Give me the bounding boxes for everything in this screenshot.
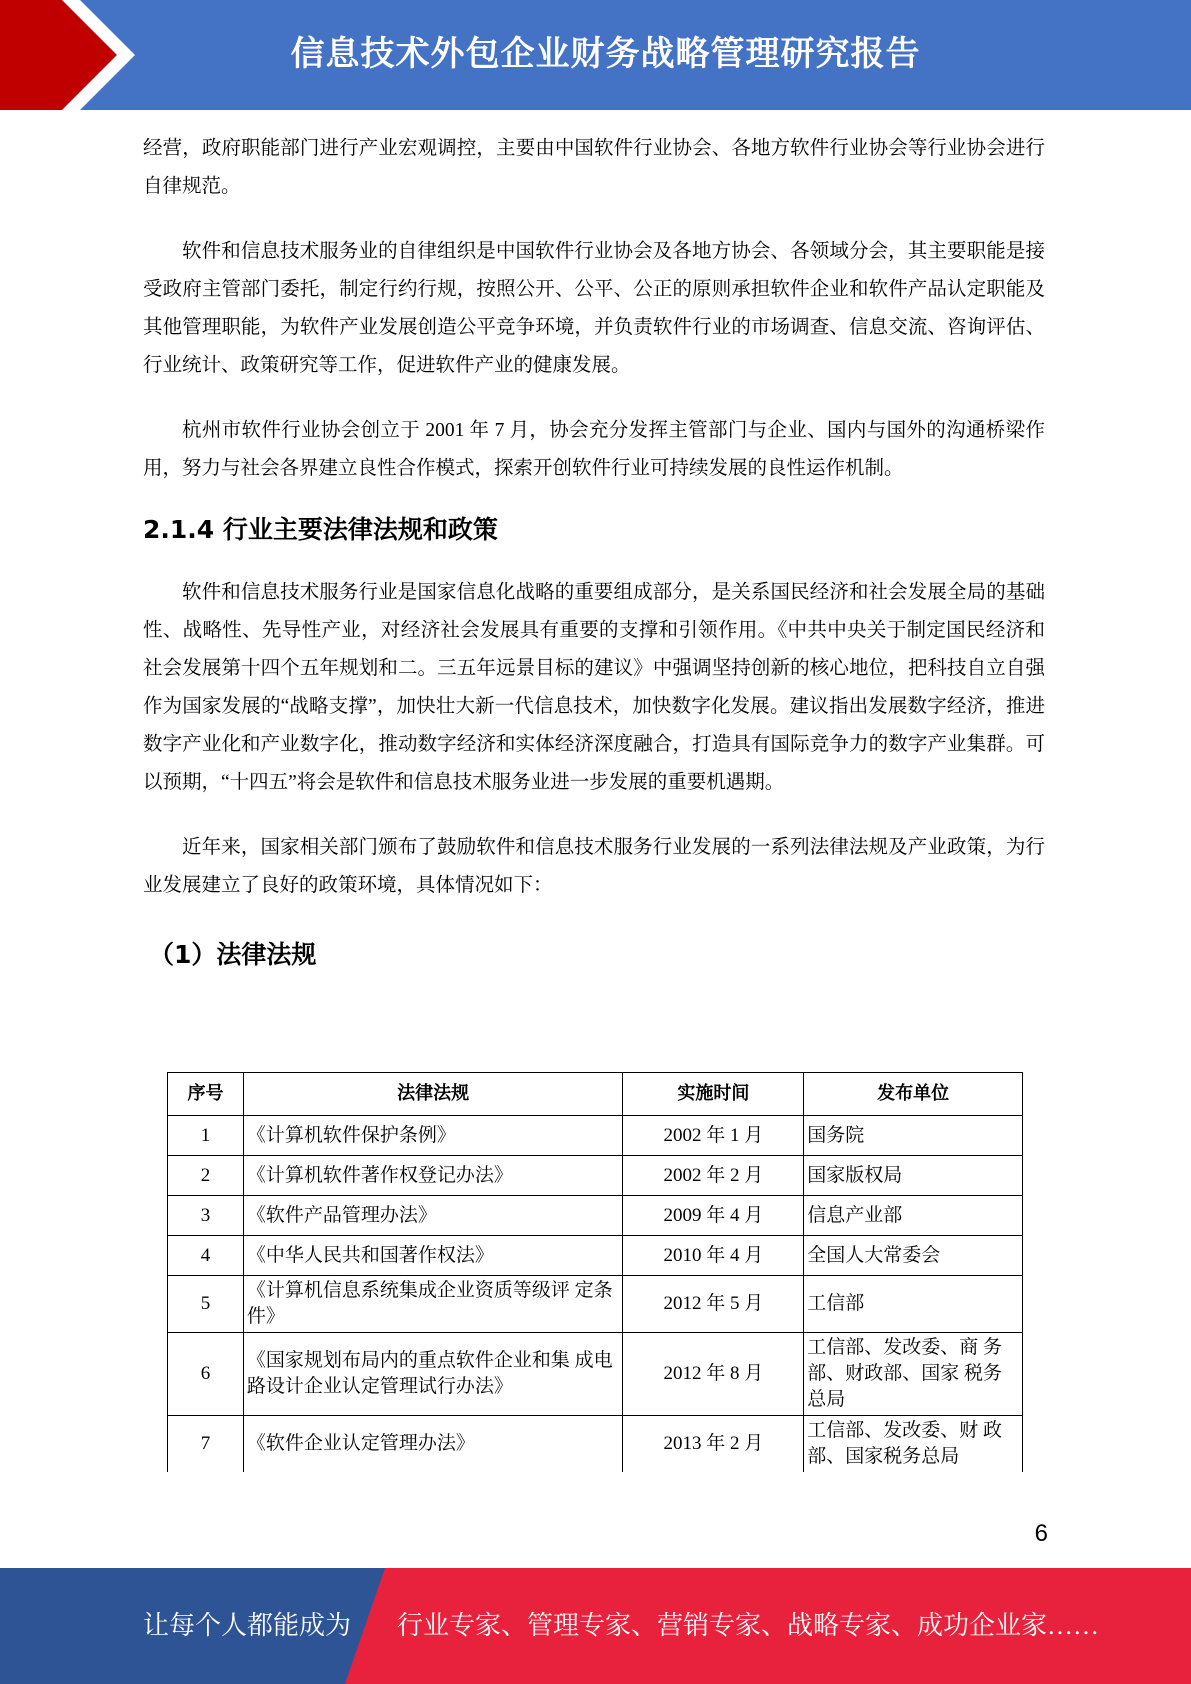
paragraph-self-regulation: 软件和信息技术服务业的自律组织是中国软件行业协会及各地方协会、各领域分会，其主要职能是接受政府主管部门委托，制定行约行规，按照公开、公平、公正的原则承担软件企业和软件产品认定职能及其他管理职能，为软件产业发展创造公平竞争环境，并负责软件行业的市场调查、信息交流、咨询评估、行业统计、政策研究等工作，促进软件产业的健康发展。 — [143, 241, 1045, 376]
cell-date: 2012 年 5 月 — [623, 1276, 804, 1333]
table-row — [168, 1416, 1023, 1473]
cell-no: 3 — [168, 1196, 244, 1236]
cell-date: 2002 年 2 月 — [623, 1156, 804, 1196]
cell-no: 1 — [168, 1116, 244, 1156]
table-row — [168, 1196, 1023, 1236]
footer-banner — [0, 1568, 1191, 1684]
header-issuer: 发布单位 — [804, 1073, 1023, 1116]
cell-law: 《软件企业认定管理办法》 — [243, 1416, 623, 1473]
header-no: 序号 — [168, 1073, 244, 1116]
paragraph-policies-intro: 近年来，国家相关部门颁布了鼓励软件和信息技术服务行业发展的一系列法律法规及产业政策，为行业发展建立了良好的政策环境，具体情况如下： — [143, 837, 1045, 896]
cell-law: 《国家规划布局内的重点软件企业和集 成电路设计企业认定管理试行办法》 — [243, 1333, 623, 1416]
section-heading: 2.1.4 行业主要法律法规和政策 — [143, 515, 498, 544]
cell-law: 《软件产品管理办法》 — [243, 1196, 623, 1236]
footer-slogan-left: 让每个人都能成为 — [143, 1611, 352, 1640]
cell-law: 《计算机软件保护条例》 — [243, 1116, 623, 1156]
table-row — [168, 1156, 1023, 1196]
cell-no: 7 — [168, 1416, 244, 1473]
cell-law: 《计算机信息系统集成企业资质等级评 定条件》 — [243, 1276, 623, 1333]
table-header-row — [168, 1073, 1023, 1116]
table-row — [168, 1333, 1023, 1416]
page-number: 6 — [1034, 1520, 1048, 1547]
report-title: 信息技术外包企业财务战略管理研究报告 — [290, 34, 921, 74]
cell-law: 《计算机软件著作权登记办法》 — [243, 1156, 623, 1196]
cell-issuer: 国家版权局 — [804, 1156, 1023, 1196]
table-row — [168, 1276, 1023, 1333]
header-date: 实施时间 — [623, 1073, 804, 1116]
cell-no: 6 — [168, 1333, 244, 1416]
cell-date: 2013 年 2 月 — [623, 1416, 804, 1473]
paragraph-hangzhou-association: 杭州市软件行业协会创立于 2001 年 7 月，协会充分发挥主管部门与企业、国内与国外的沟通桥梁作用，努力与社会各界建立良性合作模式，探索开创软件行业可持续发展的良性运作机制。 — [143, 420, 1045, 479]
cell-issuer: 工信部 — [804, 1276, 1023, 1333]
cell-issuer: 工信部、发改委、商 务部、财政部、国家 税务总局 — [804, 1333, 1023, 1416]
cell-law: 《中华人民共和国著作权法》 — [243, 1236, 623, 1276]
laws-table — [167, 1072, 1023, 1472]
subsection-heading: （1）法律法规 — [149, 940, 317, 969]
header-banner — [0, 0, 1191, 110]
cell-issuer: 工信部、发改委、财 政部、国家税务总局 — [804, 1416, 1023, 1473]
cell-issuer: 全国人大常委会 — [804, 1236, 1023, 1276]
cell-date: 2002 年 1 月 — [623, 1116, 804, 1156]
paragraph-industry-strategy: 软件和信息技术服务行业是国家信息化战略的重要组成部分，是关系国民经济和社会发展全局的基础性、战略性、先导性产业，对经济社会发展具有重要的支撑和引领作用。《中共中央关于制定国民经济和社会发展第十四个五年规划和二。三五年远景目标的建议》中强调坚持创新的核心地位，把科技自立自强作为国家发展的“战略支撑”，加快壮大新一代信息技术，加快数字化发展。建议指出发展数字经济，推进数字产业化和产业数字化，推动数字经济和实体经济深度融合，打造具有国际竞争力的数字产业集群。可以预期，“十四五”将会是软件和信息技术服务业进一步发展的重要机遇期。 — [143, 582, 1045, 793]
cell-issuer: 信息产业部 — [804, 1196, 1023, 1236]
cell-no: 2 — [168, 1156, 244, 1196]
main-content — [143, 130, 1045, 975]
cell-issuer: 国务院 — [804, 1116, 1023, 1156]
cell-no: 5 — [168, 1276, 244, 1333]
footer-slogan-right: 行业专家、管理专家、营销专家、战略专家、成功企业家…… — [397, 1611, 1100, 1640]
paragraph-continued: 经营，政府职能部门进行产业宏观调控，主要由中国软件行业协会、各地方软件行业协会等行业协会进行自律规范。 — [143, 138, 1045, 197]
cell-date: 2009 年 4 月 — [623, 1196, 804, 1236]
table-row — [168, 1116, 1023, 1156]
cell-date: 2012 年 8 月 — [623, 1333, 804, 1416]
cell-date: 2010 年 4 月 — [623, 1236, 804, 1276]
cell-no: 4 — [168, 1236, 244, 1276]
header-law: 法律法规 — [243, 1073, 623, 1116]
table-row — [168, 1236, 1023, 1276]
